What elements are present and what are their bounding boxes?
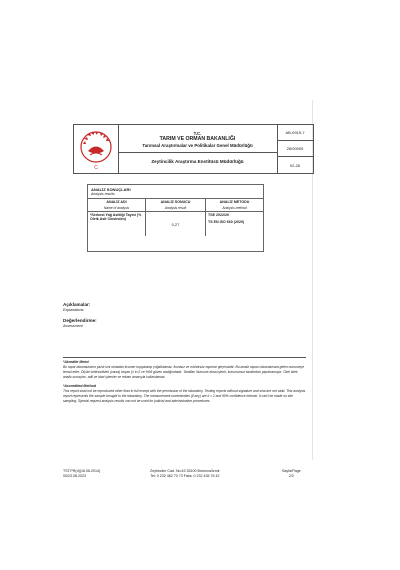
accredited-method-text-en: This report shall not be reproduced other than in full except with the permission of the laboratory. Testing reports without signature and seal are not valid. This analysis report represents the sample brought to the laboratory. The measurement uncertainties (if any) are k = 2 and 95% confidence interval. It can't be made on site sampling. Special request analysis results can not be used for judicial and administrative procedures. xyxy=(63,389,306,403)
ministry-logo xyxy=(74,125,119,173)
directorate-name: Tarımsal Araştırmalar ve Politikalar Genel Müdürlüğü xyxy=(142,143,253,148)
accredited-method-text: Bu rapor laboratuvarın yazılı izni olmadan kısmen kopyalanıp çoğaltılamaz. İmzasız ve mühürsüz raporlar geçersizdir. Bu analiz raporu laboratuvara gelen numuneye temsil eder. Ölçüm belirsizlikleri (varsa) beyan (± k=2 ve %95 güven aralığındadır. Tarafları Numune alma işlemi, kurumumuz tarafından yapılmamıştır. Özel istek analiz sonuçları, adli ve idari işlemler ve rekam amacıyla kullanılamaz. xyxy=(63,365,305,379)
doc-code: AB-0915-7 xyxy=(277,125,313,141)
results-table-header xyxy=(88,199,263,212)
results-title: ANALİZ SONUÇLARI xyxy=(91,187,131,192)
footer-page: Sayfa/Page 2/2 xyxy=(282,469,301,478)
institute-name: Zeytincilik Araştırma Enstitüsü Müdürlüğü xyxy=(151,159,244,164)
accredited-method-label: *Akredite Metot xyxy=(63,360,89,364)
analysis-name-cell: *Serbest Yağ Asitliği Tayini (% Oleik Asit Cinsinden) xyxy=(88,212,146,236)
table-row xyxy=(88,212,263,236)
logo-letter: C xyxy=(94,165,98,171)
footer-form-info: TST.PR(d)(16.06.2014) 00/23.08.2023 xyxy=(63,469,101,478)
document-header xyxy=(73,124,314,174)
header-titles xyxy=(118,125,278,173)
explanations-label: Açıklamalar: xyxy=(63,302,91,307)
header-separator xyxy=(118,152,277,153)
analysis-results-box xyxy=(87,184,264,252)
doc-number: 26/00005 xyxy=(277,141,313,157)
explanations-label-en: Explanations xyxy=(63,308,84,312)
analysis-result-cell: 0,27 xyxy=(146,212,206,236)
ministry-name: TARIM VE ORMAN BAKANLIĞI xyxy=(159,136,236,142)
assessment-label-en: Assessment xyxy=(63,324,83,328)
ministry-short: T.C. xyxy=(193,131,202,136)
assessment-label: Değerlendirme: xyxy=(63,318,97,323)
col-analysis-name: ANALİZ ADI Name of analysis xyxy=(88,199,146,211)
results-table xyxy=(88,198,263,236)
footer-address: Zeytinciler Cad. No:43 35100 Bornova/İzmir Tel: 0 232 462 70 73 Faks: 0 232 435 76 42 xyxy=(150,469,220,478)
ministry-logo-icon xyxy=(74,125,118,173)
analysis-method-cell: TSE 2022/20 TS EN ISO 660 (2020) xyxy=(208,213,245,224)
doc-date: 02-26 xyxy=(289,162,301,168)
results-title-en: Analysis results xyxy=(91,192,115,196)
accredited-method-label-en: *Accredited Method xyxy=(63,384,96,388)
col-analysis-method: ANALİZ METODU Analysis method xyxy=(219,200,250,210)
notes-divider xyxy=(63,357,306,358)
header-codes xyxy=(277,125,313,173)
col-analysis-result: ANALİZ SONUCU Analysis result xyxy=(146,199,206,211)
